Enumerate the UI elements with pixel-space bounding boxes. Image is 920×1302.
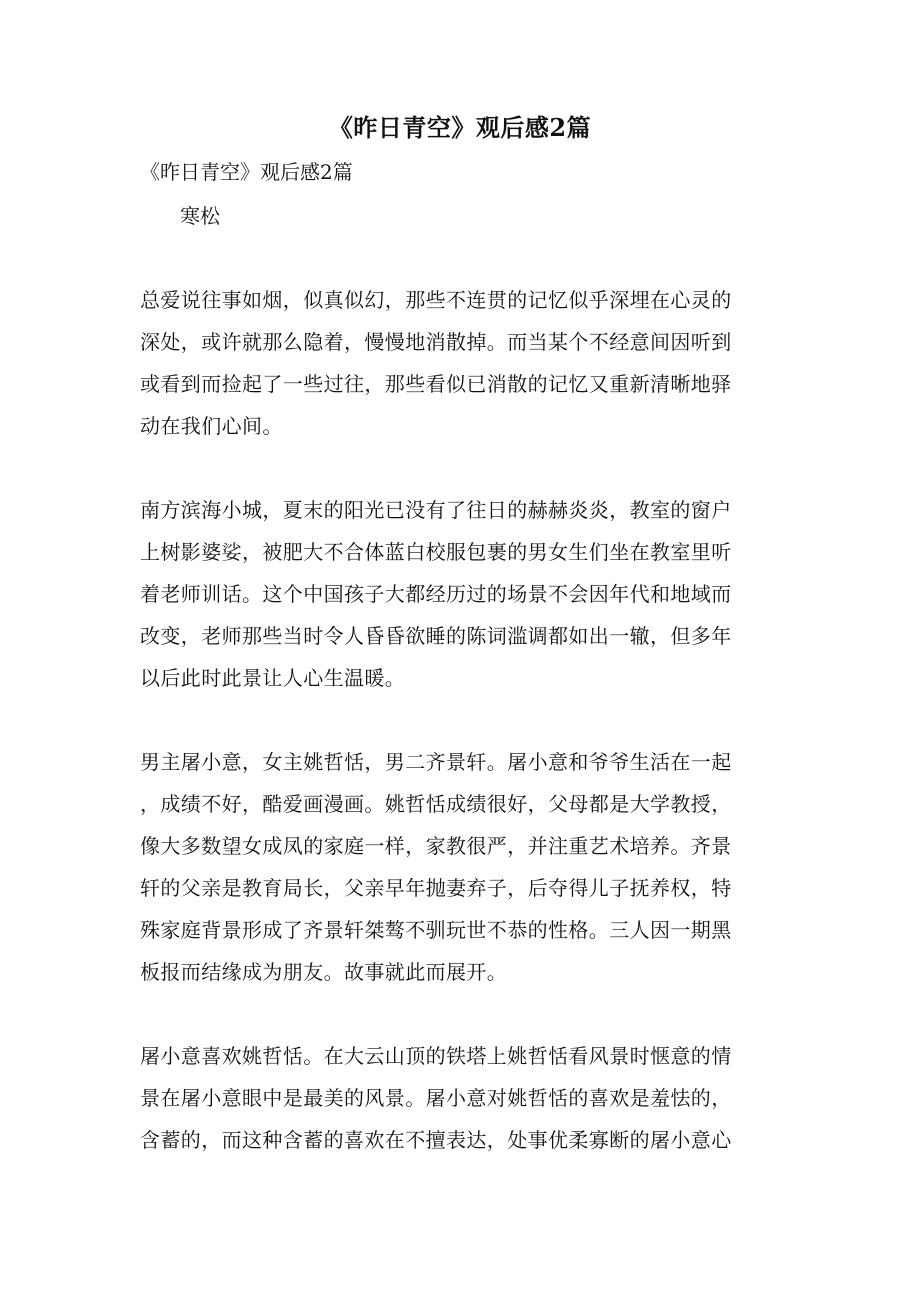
- paragraph-4: [140, 1035, 780, 1161]
- paragraph-1: [140, 279, 780, 447]
- paragraph-line: 南方滨海小城，夏末的阳光已没有了往日的赫赫炎炎，教室的窗户: [140, 498, 732, 522]
- paragraph-line: 改变，老师那些当时令人昏昏欲睡的陈词滥调都如出一辙，但多年: [140, 624, 732, 648]
- paragraph-line: 着老师训话。这个中国孩子大都经历过的场景不会因年代和地域而: [140, 582, 732, 606]
- paragraph-line: 以后此时此景让人心生温暖。: [140, 666, 406, 690]
- paragraph-line: 像大多数望女成凤的家庭一样，家教很严，并注重艺术培养。齐景: [140, 834, 732, 858]
- paragraph-line: 动在我们心间。: [140, 414, 283, 438]
- paragraph-line: 轩的父亲是教育局长，父亲早年抛妻弃子，后夺得儿子抚养权，特: [140, 876, 732, 900]
- paragraph-2: [140, 489, 780, 699]
- paragraph-line: 板报而结缘成为朋友。故事就此而展开。: [140, 960, 508, 984]
- paragraph-3: [140, 741, 780, 993]
- paragraph-line: 男主屠小意，女主姚哲恬，男二齐景轩。屠小意和爷爷生活在一起: [140, 750, 732, 774]
- paragraph-line: 景在屠小意眼中是最美的风景。屠小意对姚哲恬的喜欢是羞怯的，: [140, 1086, 732, 1110]
- paragraph-line: 总爱说往事如烟，似真似幻，那些不连贯的记忆似乎深埋在心灵的: [140, 288, 732, 312]
- document-title: 《昨日青空》观后感2篇: [328, 113, 592, 142]
- paragraph-line: 含蓄的，而这种含蓄的喜欢在不擅表达，处事优柔寡断的屠小意心: [140, 1128, 732, 1152]
- document-subtitle: 《昨日青空》观后感2篇: [140, 160, 353, 184]
- paragraph-line: 屠小意喜欢姚哲恬。在大云山顶的铁塔上姚哲恬看风景时惬意的情: [140, 1044, 732, 1068]
- paragraph-line: 殊家庭背景形成了齐景轩桀骜不驯玩世不恭的性格。三人因一期黑: [140, 918, 732, 942]
- paragraph-line: 上树影婆娑，被肥大不合体蓝白校服包裹的男女生们坐在教室里听: [140, 540, 732, 564]
- paragraph-line: 或看到而捡起了一些过往，那些看似已消散的记忆又重新清晰地驿: [140, 372, 732, 396]
- paragraph-line: 深处，或许就那么隐着，慢慢地消散掉。而当某个不经意间因听到: [140, 330, 732, 354]
- author-name: 寒松: [180, 204, 220, 228]
- paragraph-line: ，成绩不好，酷爱画漫画。姚哲恬成绩很好，父母都是大学教授，: [140, 792, 732, 816]
